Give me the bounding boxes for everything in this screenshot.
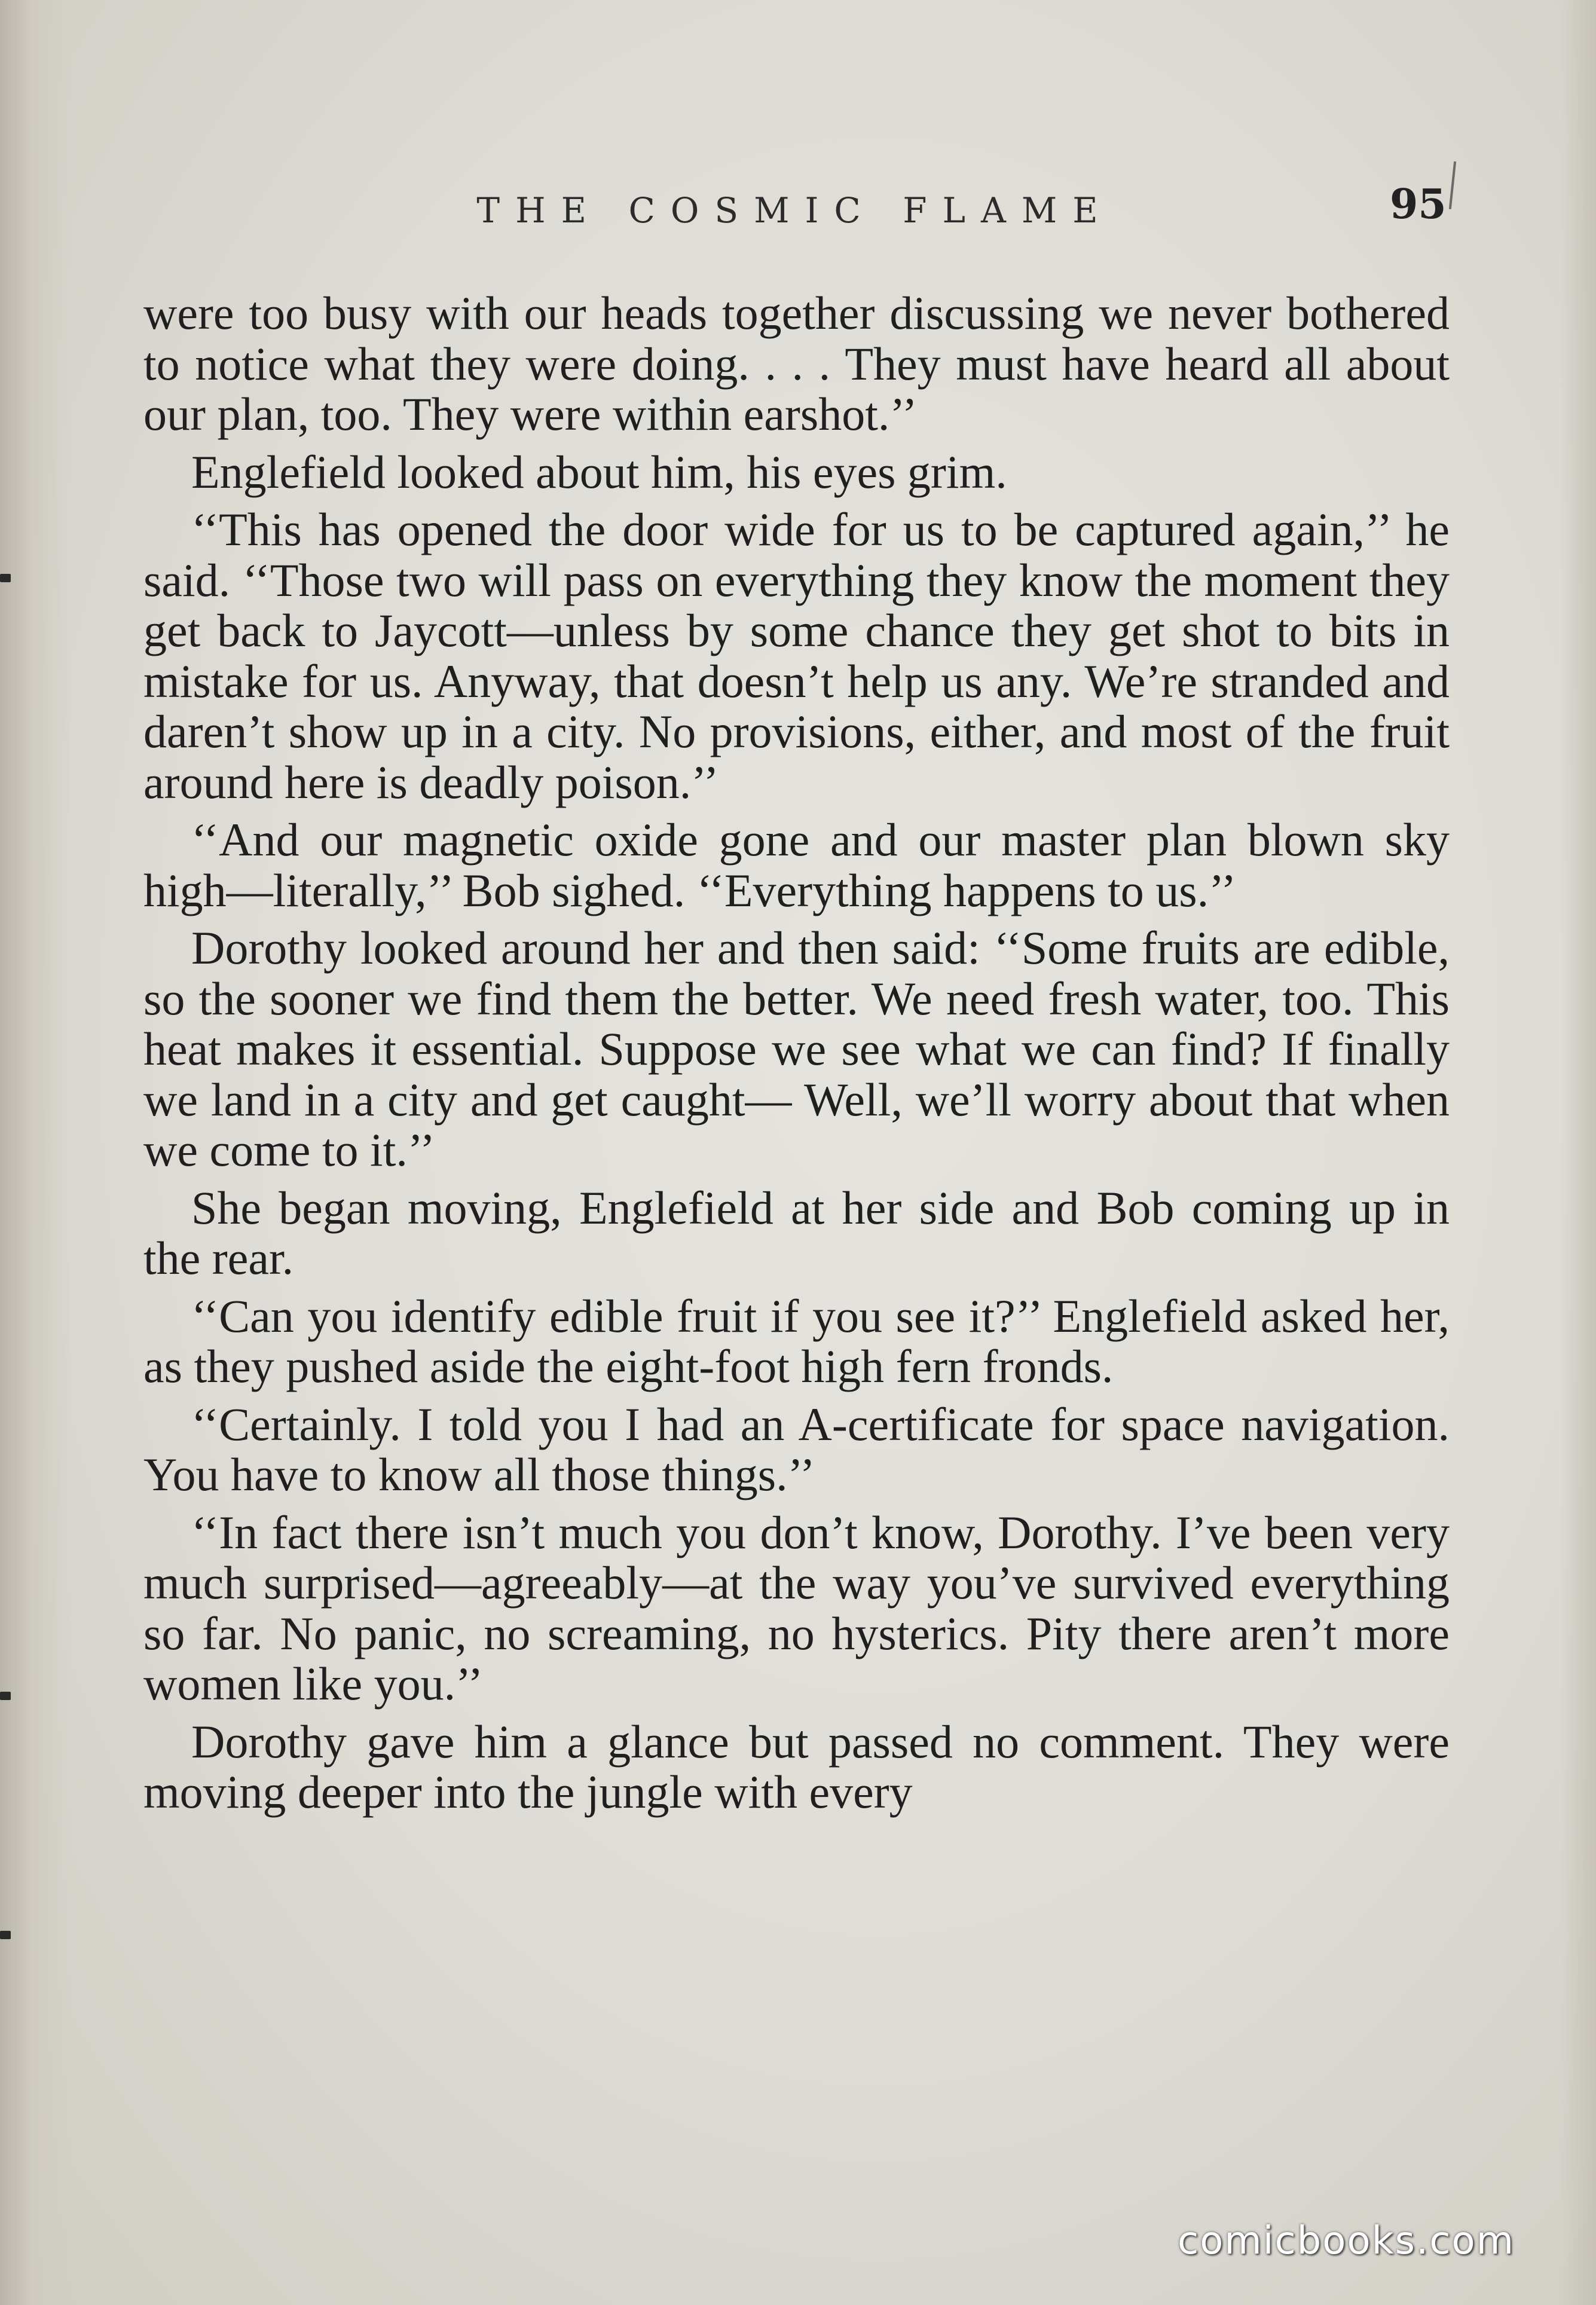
paragraph: ‘‘In fact there isn’t much you don’t know, Dorothy. I’ve been very much surprised—agreeably—at the way you’ve survived everything so far. No panic, no screaming, no hysterics. Pity there aren’t more women like you.’’ <box>143 1506 1450 1710</box>
gutter-shadow <box>0 0 72 2305</box>
paragraph: ‘‘Can you identify edible fruit if you see it?’’ Englefield asked her, as they pushed aside the eight-foot high fern fronds. <box>143 1289 1450 1392</box>
paragraph: were too busy with our heads together discussing we never bothered to notice what they were doing. . . . They must have heard all about our plan, too. They were within earshot.’’ <box>143 287 1450 440</box>
paragraph: Dorothy gave him a glance but passed no comment. They were moving deeper into the jungle with every <box>143 1715 1450 1818</box>
pencil-mark <box>1449 161 1456 209</box>
binding-staple <box>0 574 11 582</box>
page-edge <box>1560 0 1596 2305</box>
page-number: 95 <box>1390 181 1447 228</box>
paragraph: She began moving, Englefield at her side and Bob coming up in the rear. <box>143 1181 1450 1284</box>
body-text <box>143 288 1450 1825</box>
paragraph: ‘‘Certainly. I told you I had an A-certificate for space navigation. You have to know all those things.’’ <box>143 1398 1450 1500</box>
binding-staple <box>0 1931 11 1939</box>
paragraph: ‘‘And our magnetic oxide gone and our master plan blown sky high—literally,’’ Bob sighed. ‘‘Everything happens to us.’’ <box>143 814 1450 916</box>
paragraph: Dorothy looked around her and then said: ‘‘Some fruits are edible, so the sooner we find them the better. We need fresh water, too. This heat makes it essential. Suppose we see what we can find? If finally we land in a city and get caught— Well, we’ll worry about that when we come to it.’’ <box>143 922 1450 1176</box>
paragraph: ‘‘This has opened the door wide for us to be captured again,’’ he said. ‘‘Those two will pass on everything they know the moment they get back to Jaycott—unless by some chance they get shot to bits in mistake for us. Anyway, that doesn’t help us any. We’re stranded and daren’t show up in a city. No provisions, either, and most of the fruit around here is deadly poison.’’ <box>143 503 1450 808</box>
watermark: comicbooks.com <box>1178 2219 1515 2263</box>
running-title: THE COSMIC FLAME <box>476 190 1114 231</box>
binding-staple <box>0 1692 11 1700</box>
paragraph: Englefield looked about him, his eyes grim. <box>191 445 1007 498</box>
